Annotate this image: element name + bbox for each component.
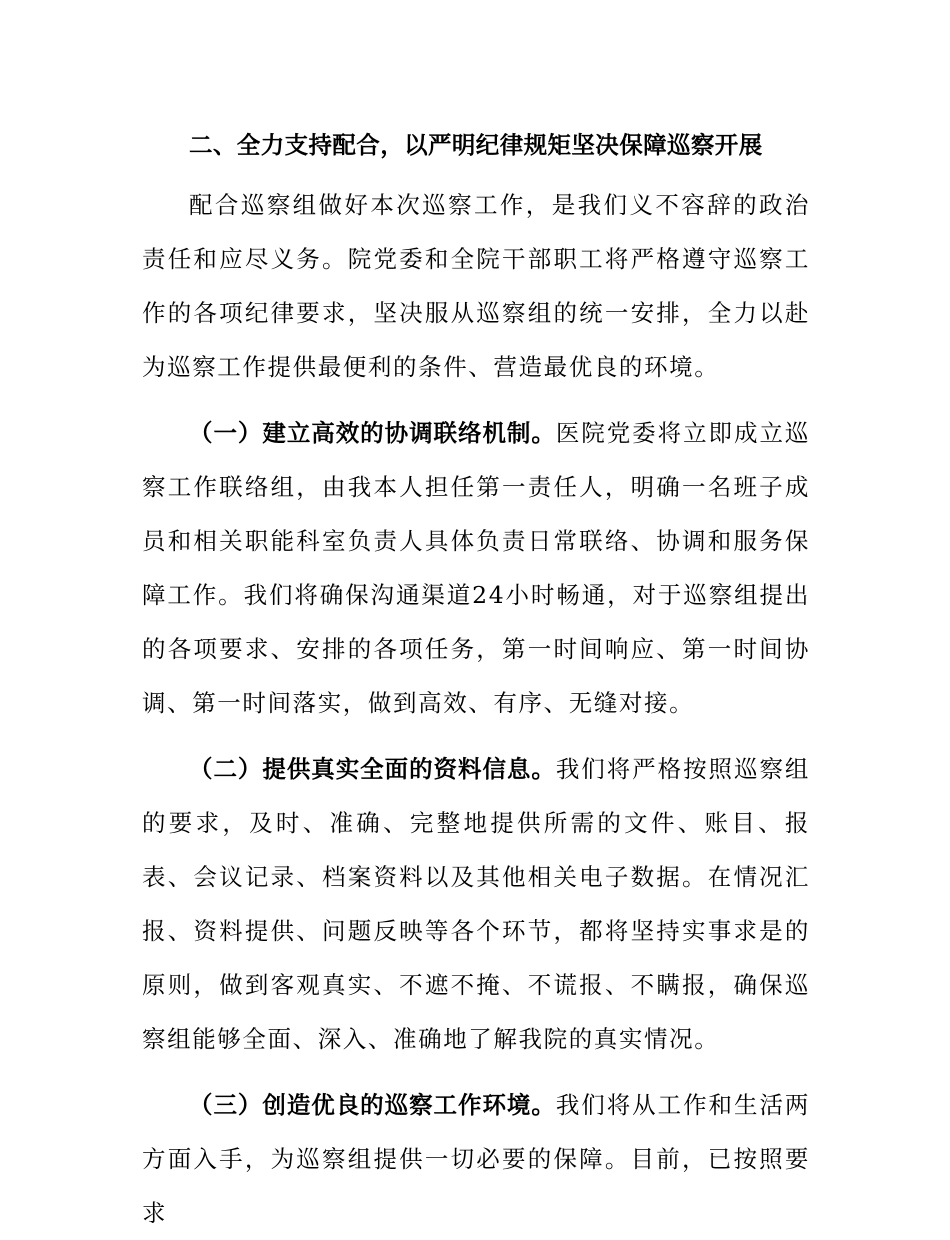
section-heading: 二、全力支持配合，以严明纪律规矩坚决保障巡察开展 — [189, 131, 763, 159]
body-environment: 我们将从工作和生活两方面入手，为巡察组提供一切必要的保障。目前，已按照要求 — [142, 1091, 810, 1227]
body-coordination: 医院党委将立即成立巡察工作联络组，由我本人担任第一责任人，明确一名班子成员和相关职能科室负责人具体负责日常联络、协调和服务保障工作。我们将确保沟通渠道24小时畅通，对于巡察组提出的各项要求、安排的各项任务，第一时间响应、第一时间协调、第一时间落实，做到高效、有序、无缝对接。 — [142, 419, 810, 717]
subheading-coordination: （一）建立高效的协调联络机制。 — [189, 419, 556, 447]
document-page — [142, 118, 810, 1240]
body-materials: 我们将严格按照巡察组的要求，及时、准确、完整地提供所需的文件、账目、报表、会议记录、档案资料以及其他相关电子数据。在情况汇报、资料提供、问题反映等各个环节，都将坚持实事求是的原则，做到客观真实、不遮不掩、不谎报、不瞒报，确保巡察组能够全面、深入、准确地了解我院的真实情况。 — [142, 755, 810, 1053]
intro-paragraph: 配合巡察组做好本次巡察工作，是我们义不容辞的政治责任和应尽义务。院党委和全院干部职工将严格遵守巡察工作的各项纪律要求，坚决服从巡察组的统一安排，全力以赴为巡察工作提供最便利的条件、营造最优良的环境。 — [142, 191, 810, 381]
paragraph-environment — [142, 1078, 810, 1240]
paragraph-coordination — [142, 406, 810, 730]
paragraph-materials — [142, 742, 810, 1066]
subheading-environment: （三）创造优良的巡察工作环境。 — [189, 1091, 556, 1119]
subheading-materials: （二）提供真实全面的资料信息。 — [189, 755, 556, 783]
